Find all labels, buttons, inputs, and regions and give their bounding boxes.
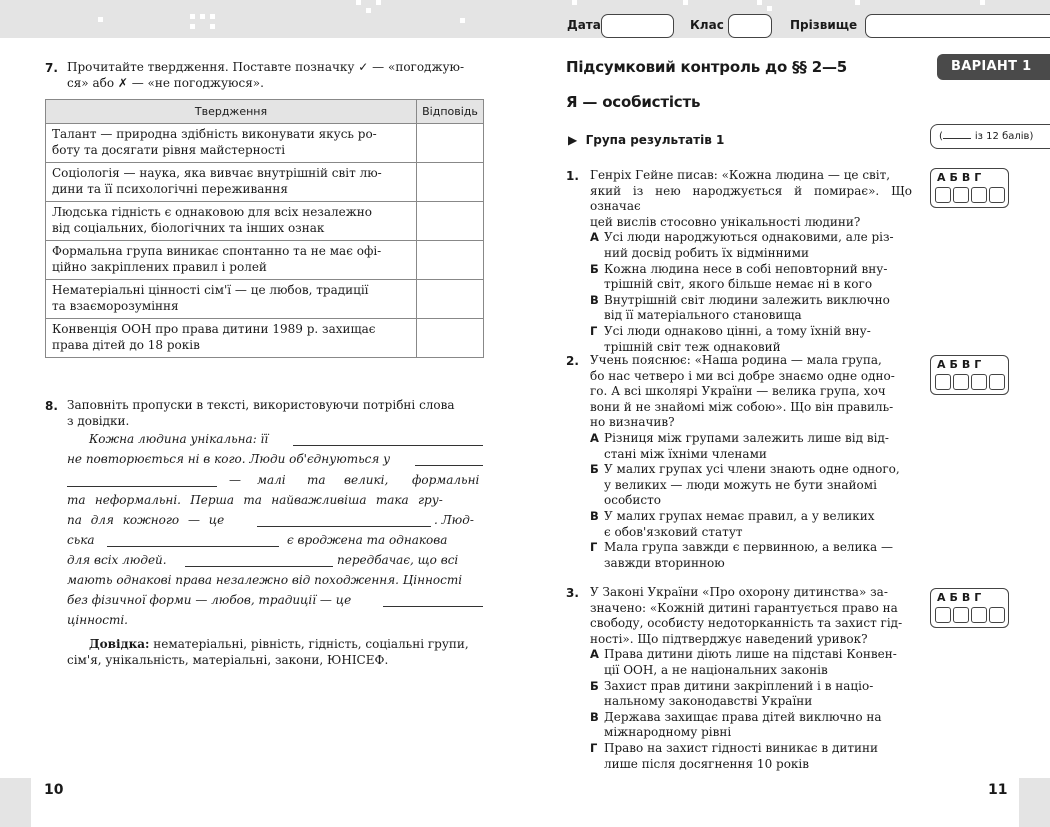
option: [590, 741, 912, 772]
question-line: значено: «Кожній дитині гарантується право на: [590, 600, 898, 615]
option: [590, 647, 912, 678]
band-square: [356, 0, 361, 5]
option-letter: В: [590, 709, 599, 724]
answer-cell-v[interactable]: [971, 187, 987, 203]
option-line: трішній світ, якого більше немає ні в кого: [604, 277, 873, 292]
option-line: У малих групах немає правил, а у великих: [604, 508, 875, 523]
fill-text: . Люд-: [434, 513, 474, 527]
table-header-statement: Твердження: [46, 100, 417, 124]
band-square: [683, 0, 688, 5]
surname-field[interactable]: [865, 14, 1050, 38]
table-row: [46, 202, 484, 241]
band-square: [190, 14, 195, 19]
option-line: міжнародному рівні: [604, 725, 732, 740]
answer-cell[interactable]: [417, 163, 484, 202]
option-letter: В: [590, 292, 599, 307]
option-line: Право на захист гідності виникає в дитини: [604, 740, 878, 755]
answer-letters: АБВГ: [937, 358, 986, 371]
option-letter: Б: [590, 462, 599, 477]
answer-cell-b[interactable]: [953, 607, 969, 623]
option-letter: Г: [590, 540, 598, 555]
reference-text: нематеріальні, рівність, гідність, соціальні групи,: [153, 637, 469, 651]
band-square: [767, 6, 772, 11]
task7-prompt-line: ся» або ✗ — «не погоджуюся».: [67, 75, 264, 90]
question-line: цей вислів стосовно унікальності людини?: [590, 214, 861, 229]
answer-cell[interactable]: [417, 319, 484, 358]
option: [590, 230, 912, 261]
statement-line: та взаєморозуміння: [52, 298, 179, 313]
option-line: У малих групах усі члени знають одне одного,: [604, 462, 900, 477]
statement-cell: [46, 241, 417, 280]
question-number: 2.: [566, 354, 579, 368]
fill-text: Кожна людина унікальна: її: [89, 432, 269, 446]
option-letter: В: [590, 508, 599, 523]
fill-text: та: [307, 473, 326, 487]
band-square: [757, 0, 762, 5]
option: [590, 324, 912, 355]
option-line: Держава захищає права дітей виключно на: [604, 709, 882, 724]
option-line: завжди вторинною: [604, 555, 725, 570]
fill-blank[interactable]: [67, 486, 217, 487]
fill-in-text: [67, 432, 483, 632]
answer-cell-g[interactable]: [989, 607, 1005, 623]
statement-line: Нематеріальні цінності сім'ї — це любов, традиції: [52, 283, 369, 297]
option-letter: Б: [590, 261, 599, 276]
answer-letters: АБВГ: [937, 171, 986, 184]
question-number: 3.: [566, 586, 579, 600]
answer-cell[interactable]: [417, 280, 484, 319]
question-2: [590, 353, 912, 571]
question-1: [590, 168, 912, 355]
band-square: [572, 0, 577, 5]
question-line: ності». Що підтверджує наведений уривок?: [590, 631, 868, 646]
fill-text: ська: [67, 533, 95, 547]
score-box: ( із 12 балів): [930, 124, 1050, 149]
option: [590, 509, 912, 540]
band-square: [210, 14, 215, 19]
option-letter: Б: [590, 678, 599, 693]
date-label: Дата: [567, 18, 601, 32]
option-letter: Г: [590, 323, 598, 338]
band-square: [376, 0, 381, 5]
option-line: є обов'язковий статут: [604, 524, 743, 539]
score-text: із 12 балів): [974, 131, 1034, 142]
option: [590, 462, 912, 509]
question-line: Учень пояснює: «Наша родина — мала група,: [590, 353, 882, 367]
variant-badge: ВАРІАНТ 1: [937, 54, 1050, 80]
option-line: Усі люди однаково цінні, а тому їхній вну-: [604, 323, 871, 338]
footer-block-left: [0, 778, 31, 827]
option-line: нальному законодавстві України: [604, 694, 813, 709]
question-line: но визначив?: [590, 415, 675, 430]
statements-table: [45, 99, 484, 358]
fill-blank[interactable]: [383, 606, 483, 607]
date-field[interactable]: [601, 14, 674, 38]
option-line: Внутрішній світ людини залежить виключно: [604, 292, 890, 307]
question-3: [590, 585, 912, 772]
option: [590, 710, 912, 741]
task8-prompt: [67, 398, 483, 429]
answer-grid-q2: [930, 355, 1009, 395]
statement-line: Формальна група виникає спонтанно та не має офі-: [52, 244, 382, 258]
fill-text: передбачає, що всі: [337, 553, 459, 567]
statement-cell: [46, 280, 417, 319]
task7-prompt-line: Прочитайте твердження. Поставте позначку ✓ — «погоджую-: [67, 60, 465, 74]
group-title: Група результатів 1: [585, 133, 725, 147]
option-letter: А: [590, 430, 599, 445]
table-row: [46, 319, 484, 358]
answer-cell-a[interactable]: [935, 187, 951, 203]
fill-text: цінності.: [67, 613, 128, 627]
table-row: [46, 163, 484, 202]
page-number-right: 11: [988, 782, 1008, 798]
table-row: [46, 124, 484, 163]
table-header-answer: Відповідь: [417, 100, 484, 124]
option-line: лише після досягнення 10 років: [604, 756, 810, 771]
option-letter: Г: [590, 740, 598, 755]
top-band-left: [0, 0, 525, 38]
answer-cell[interactable]: [417, 124, 484, 163]
band-square: [366, 8, 371, 13]
answer-cell-g[interactable]: [989, 187, 1005, 203]
question-line: Генріх Гейне писав: «Кожна людина — це світ,: [590, 168, 891, 182]
fill-text: формальні: [412, 473, 480, 487]
answer-letters: АБВГ: [937, 591, 986, 604]
surname-label: Прізвище: [790, 18, 858, 32]
fill-text: та неформальні. Перша та найважливіша така гру-: [67, 493, 443, 507]
page-subtitle: Я — особистість: [566, 93, 701, 111]
fill-text: па для кожного — це: [67, 513, 225, 527]
statement-line: ційно закріплених правил і ролей: [52, 259, 267, 274]
option-line: від її матеріального становища: [604, 308, 802, 323]
statement-line: Талант — природна здібність виконувати якусь ро-: [52, 127, 377, 141]
task8-prompt-line: Заповніть пропуски в тексті, використовуючи потрібні слова: [67, 398, 455, 412]
band-square: [210, 24, 215, 29]
fill-text: не повторюється ні в кого. Люди об'єднуються у: [67, 452, 391, 466]
option-line: ний досвід робить їх відмінними: [604, 245, 809, 260]
answer-cell-a[interactable]: [935, 374, 951, 390]
statement-line: Людська гідність є однаковою для всіх незалежно: [52, 205, 372, 219]
score-blank[interactable]: [943, 138, 971, 139]
band-square: [98, 17, 103, 22]
option: [590, 262, 912, 293]
answer-cell-v[interactable]: [971, 607, 987, 623]
answer-cell-a[interactable]: [935, 607, 951, 623]
answer-cell-b[interactable]: [953, 374, 969, 390]
option: [590, 540, 912, 571]
footer-block-right: [1019, 778, 1050, 827]
answer-cell-b[interactable]: [953, 187, 969, 203]
fill-text: —: [229, 473, 241, 487]
statement-line: Конвенція ООН про права дитини 1989 р. захищає: [52, 322, 376, 336]
task8-prompt-line: з довідки.: [67, 413, 130, 428]
band-square: [460, 18, 465, 23]
fill-text: малі: [257, 473, 286, 487]
option-letter: А: [590, 647, 599, 662]
option: [590, 679, 912, 710]
option-line: у великих — люди можуть не бути знайомі: [604, 477, 877, 492]
fill-blank[interactable]: [293, 445, 483, 446]
option-letter: А: [590, 230, 599, 245]
fill-text: для всіх людей.: [67, 553, 167, 567]
option-line: особисто: [604, 493, 661, 508]
statement-line: дини та її психологічні переживання: [52, 181, 288, 196]
band-square: [190, 24, 195, 29]
statement-line: боту та досягати рівня майстерності: [52, 142, 286, 157]
option-line: стані між їхніми членами: [604, 446, 767, 461]
group-heading: [568, 133, 724, 147]
question-line: бо нас четверо і ми всі добре знаємо одне одно-: [590, 368, 895, 383]
question-line: У Законі України «Про охорону дитинства» за-: [590, 585, 888, 599]
reference-label: Довідка:: [89, 637, 150, 651]
option: [590, 293, 912, 324]
page-title: Підсумковий контроль до §§ 2—5: [566, 58, 847, 76]
fill-blank[interactable]: [257, 526, 431, 527]
fill-blank[interactable]: [415, 465, 483, 466]
class-field[interactable]: [728, 14, 772, 38]
task7-prompt: [67, 60, 483, 91]
statement-line: Соціологія — наука, яка вивчає внутрішній світ лю-: [52, 166, 382, 180]
page-number-left: 10: [44, 782, 64, 798]
option-line: Кожна людина несе в собі неповторний вну-: [604, 261, 888, 276]
option: [590, 431, 912, 462]
option-line: ції ООН, а не національних законів: [604, 662, 828, 677]
fill-text: великі,: [344, 473, 389, 487]
question-number: 1.: [566, 169, 579, 183]
class-label: Клас: [690, 18, 724, 32]
statement-cell: [46, 202, 417, 241]
band-square: [855, 0, 860, 5]
question-line: який із нею народжується й помирає». Що означає: [590, 183, 912, 214]
table-row: [46, 280, 484, 319]
statement-cell: [46, 124, 417, 163]
statement-line: права дітей до 18 років: [52, 337, 200, 352]
answer-cell[interactable]: [417, 241, 484, 280]
triangle-bullet-icon: ▶: [568, 133, 578, 147]
option-line: Захист прав дитини закріплений і в націо-: [604, 678, 874, 693]
statement-cell: [46, 163, 417, 202]
option-line: Різниця між групами залежить лише від від-: [604, 430, 889, 445]
statement-line: від соціальних, біологічних та інших ознак: [52, 220, 325, 235]
table-row: [46, 241, 484, 280]
task8-number: 8.: [45, 399, 58, 413]
fill-text: є вроджена та однакова: [287, 533, 448, 547]
fill-text: мають однакові права незалежно від походження. Цінності: [67, 573, 463, 587]
band-square: [980, 0, 985, 5]
fill-blank[interactable]: [185, 566, 333, 567]
reference-text: сім'я, унікальність, матеріальні, закони, ЮНІСЕФ.: [67, 652, 389, 667]
reference-block: [67, 637, 483, 668]
band-square: [200, 14, 205, 19]
question-line: свободу, особисту недоторканність та захист гід-: [590, 616, 903, 631]
task7-number: 7.: [45, 61, 58, 75]
answer-grid-q1: [930, 168, 1009, 208]
fill-blank[interactable]: [107, 546, 279, 547]
answer-cell-v[interactable]: [971, 374, 987, 390]
question-line: вони й не знайомі між собою». Що він правиль-: [590, 399, 894, 414]
fill-text: без фізичної форми — любов, традиції — це: [67, 593, 352, 607]
statement-cell: [46, 319, 417, 358]
option-line: трішній світ теж однаковий: [604, 339, 781, 354]
option-line: Мала група завжди є первинною, а велика —: [604, 540, 894, 555]
question-line: го. А всі школярі України — велика група, хоч: [590, 384, 886, 399]
answer-grid-q3: [930, 588, 1009, 628]
answer-cell[interactable]: [417, 202, 484, 241]
option-line: Права дитини діють лише на підставі Конвен-: [604, 647, 897, 662]
answer-cell-g[interactable]: [989, 374, 1005, 390]
option-line: Усі люди народжуються однаковими, але різ-: [604, 230, 894, 245]
